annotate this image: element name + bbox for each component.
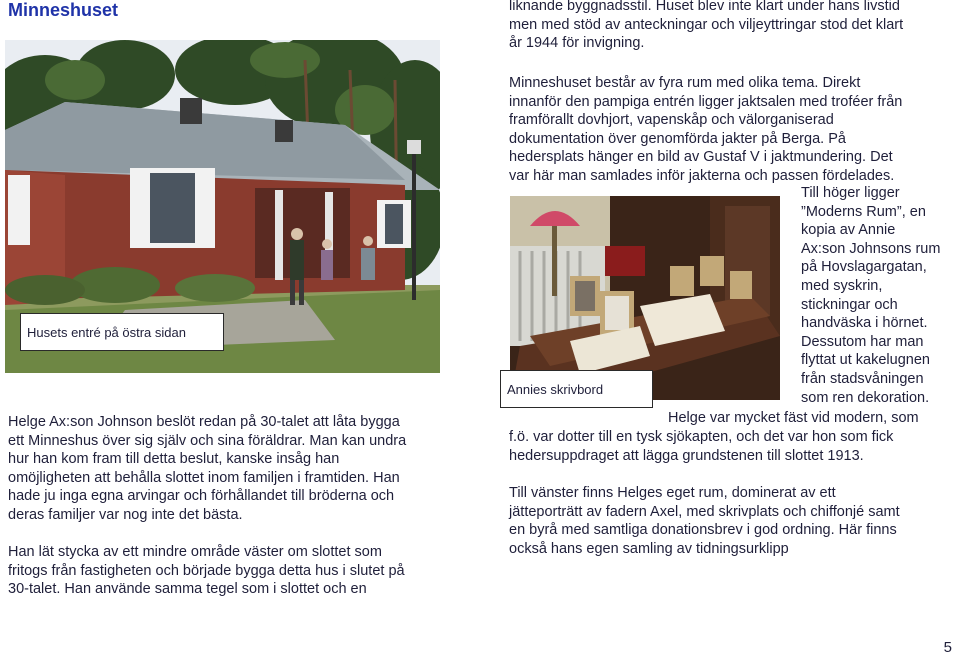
text-line: innanför den pampiga entrén ligger jaktsalen med troféer från <box>509 93 903 110</box>
text-line: Helge Ax:son Johnson beslöt redan på 30-talet att låta bygga <box>8 414 400 430</box>
text-line: med syskrin, <box>801 277 883 294</box>
text-line: från stadsvåningen <box>801 370 924 387</box>
mothers-room-paragraph <box>801 184 959 407</box>
text-line: deras familjer var nog inte det bästa. <box>8 506 243 523</box>
text-line: liknande byggnadsstil. Huset blev inte klart under hans livstid <box>509 0 900 14</box>
intro-paragraph <box>8 413 463 525</box>
helges-room-paragraph <box>509 484 959 558</box>
construction-paragraph <box>8 543 463 599</box>
text-line: jätteporträtt av fadern Axel, med skrivplats och chiffonjé samt <box>509 503 900 520</box>
text-line: som ren dekoration. <box>801 389 930 406</box>
text-line: fritogs från fastigheten och började bygga detta hus i slutet på <box>8 562 405 579</box>
rooms-paragraph <box>509 74 959 186</box>
text-line: Till vänster finns Helges eget rum, dominerat av ett <box>509 485 836 501</box>
text-line: dokumentation över genomförda jakter på Berga. På <box>509 130 846 147</box>
text-line: stickningar och <box>801 296 898 313</box>
text-line: hedersuppdraget att lägga grundstenen till slottet 1913. <box>509 447 864 464</box>
text-line: handväska i hörnet. <box>801 315 928 332</box>
house-photo-caption: Husets entré på östra sidan <box>20 313 224 351</box>
text-line: ett Minneshus över sig själv och sina föräldrar. Man kan undra <box>8 432 407 449</box>
text-line: f.ö. var dotter till en tysk sjökapten, och det var hon som fick <box>509 429 894 445</box>
text-line: hade ju inga egna arvingar och förhållandet till bröderna och <box>8 488 395 505</box>
text-line: på Hovslagargatan, <box>801 259 927 276</box>
text-line: var här man samlades inför jakterna och passen fördelades. <box>509 167 895 184</box>
text-line: också hans egen samling av tidningsurklipp <box>509 540 789 557</box>
text-line: Han lät stycka av ett mindre område väster om slottet som <box>8 544 382 560</box>
text-line: hedersplats hänger en bild av Gustaf V i jaktmundering. Det <box>509 149 893 166</box>
text-line: ”Moderns Rum”, en <box>801 203 926 220</box>
page-number: 5 <box>943 639 952 656</box>
page-title: Minneshuset <box>8 0 119 20</box>
text-line: Ax:son Johnsons rum <box>801 240 941 257</box>
text-line: kopia av Annie <box>801 222 896 239</box>
desk-photo-caption: Annies skrivbord <box>500 370 653 408</box>
completion-paragraph <box>509 0 959 53</box>
text-line: flyttat ut kakelugnen <box>801 352 930 369</box>
text-line: Dessutom har man <box>801 333 924 350</box>
text-line: Minneshuset består av fyra rum med olika tema. Direkt <box>509 75 861 91</box>
text-line: en byrå med samtliga donationsbrev i god ordning. Här finns <box>509 522 897 539</box>
text-line: hur han kom fram till detta beslut, kanske insåg han <box>8 451 340 468</box>
text-line: år 1944 för invigning. <box>509 35 645 52</box>
text-line: men med stöd av anteckningar och viljeyttringar stod det klart <box>509 16 904 33</box>
text-line: framförallt dovhjort, vapenskåp och välorganiserad <box>509 112 834 129</box>
text-line: 30-talet. Han använde samma tegel som i slottet och en <box>8 581 367 598</box>
text-line: Till höger ligger <box>801 185 900 201</box>
modern-paragraph <box>509 428 959 465</box>
text-line: omöjligheten att behålla slottet inom familjen i framtiden. Han <box>8 469 400 486</box>
modern-line-1: Helge var mycket fäst vid modern, som <box>668 410 919 426</box>
